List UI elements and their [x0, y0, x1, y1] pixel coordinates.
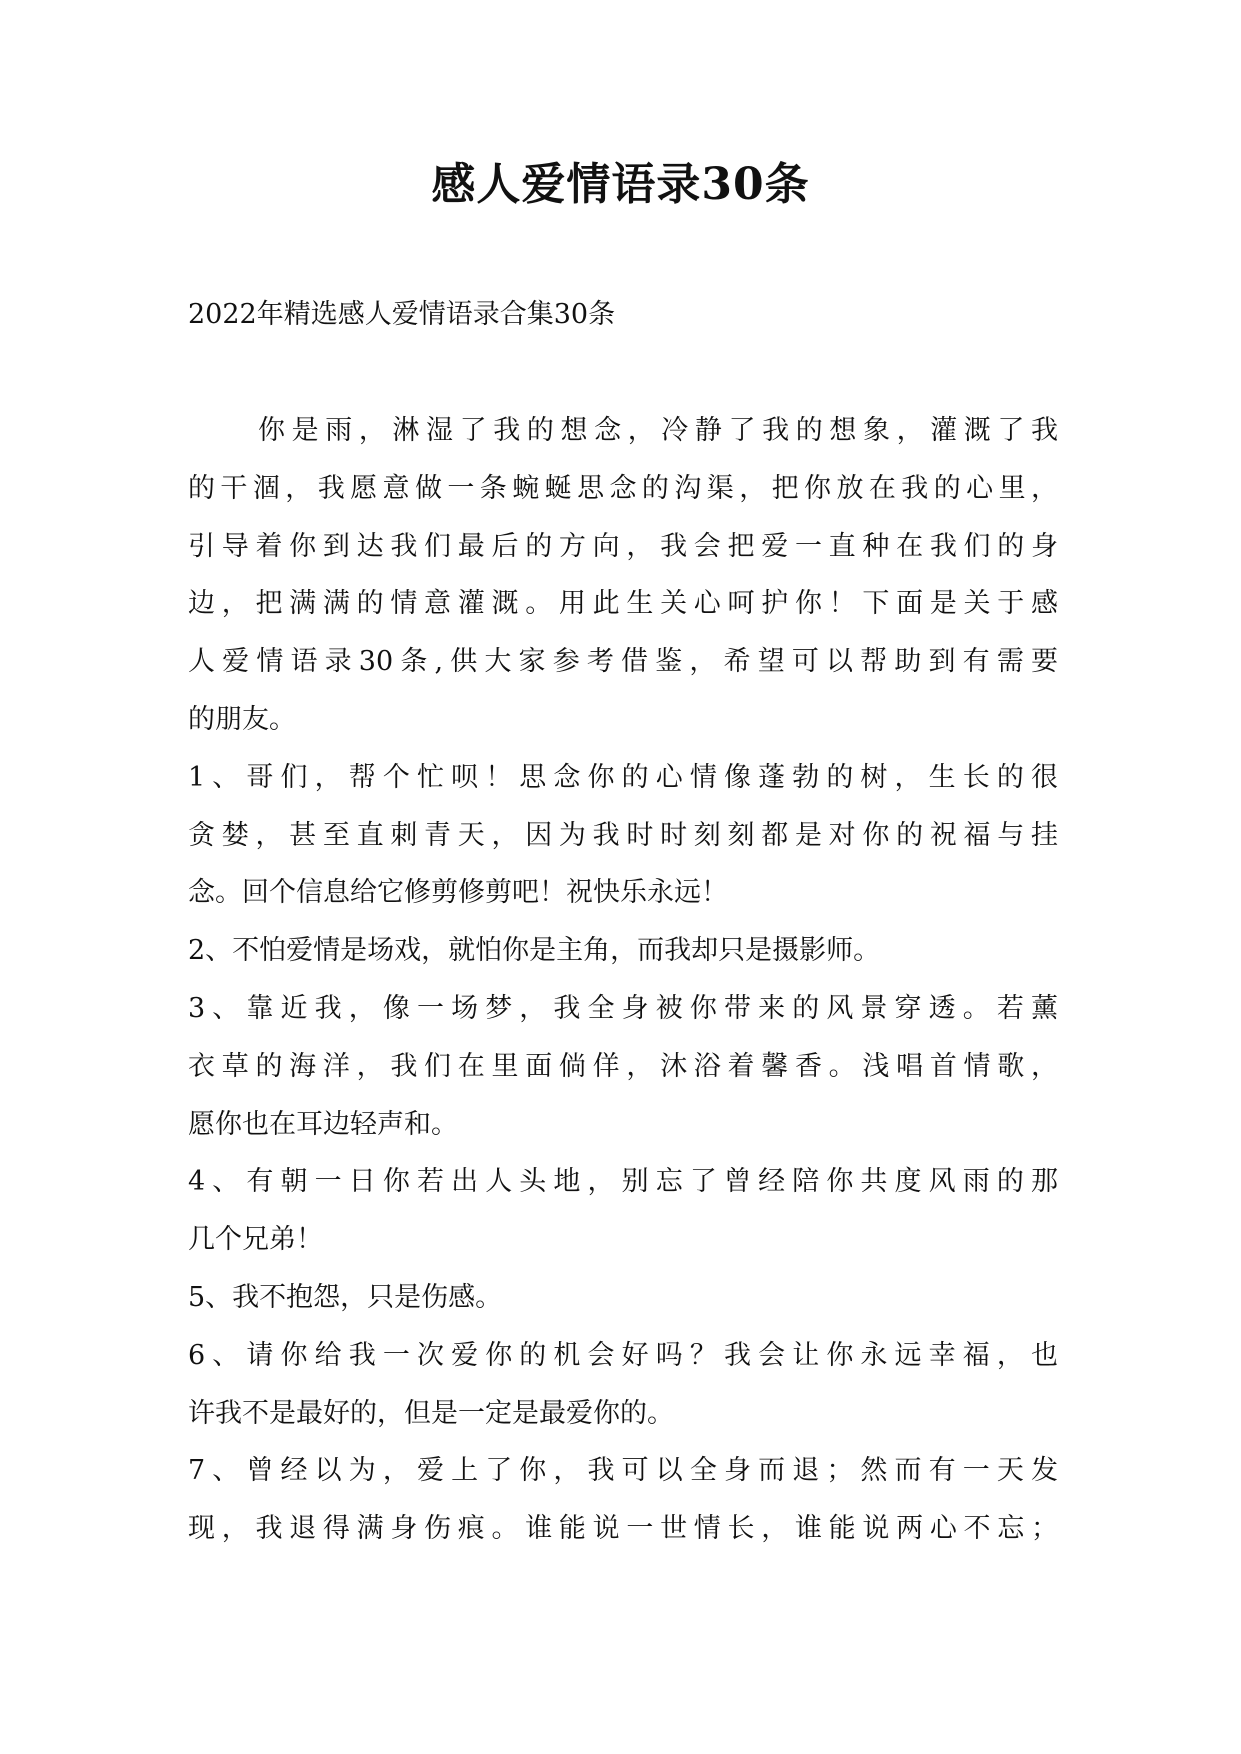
- body-text: [188, 402, 1058, 1558]
- text-line: 6、请你给我一次爱你的机会好吗？我会让你永远幸福，也: [188, 1339, 1058, 1371]
- text-line: 的朋友。: [188, 703, 296, 735]
- text-line: 你是雨，淋湿了我的想念，冷静了我的想象，灌溉了我: [258, 415, 1058, 446]
- text-line: 3、靠近我，像一场梦，我全身被你带来的风景穿透。若薰: [188, 992, 1058, 1024]
- text-line: 5、我不抱怨，只是伤感。: [188, 1281, 503, 1313]
- text-line: 4、有朝一日你若出人头地，别忘了曾经陪你共度风雨的那: [188, 1166, 1058, 1198]
- text-line: 念。回个信息给它修剪修剪吧！祝快乐永远！: [188, 877, 728, 909]
- text-line: 的干涸，我愿意做一条蜿蜒思念的沟渠，把你放在我的心里，: [188, 472, 1058, 504]
- text-line: 引导着你到达我们最后的方向，我会把爱一直种在我们的身: [188, 530, 1058, 562]
- page-title: 感人爱情语录30条: [431, 159, 810, 210]
- text-line: 衣草的海洋，我们在里面倘佯，沐浴着馨香。浅唱首情歌，: [188, 1050, 1058, 1082]
- text-line: 边，把满满的情意灌溉。用此生关心呵护你！下面是关于感: [188, 588, 1058, 620]
- text-line: 几个兄弟！: [188, 1224, 323, 1256]
- text-line: 7、曾经以为，爱上了你，我可以全身而退；然而有一天发: [188, 1455, 1058, 1487]
- text-line: 贪婪，甚至直刺青天，因为我时时刻刻都是对你的祝福与挂: [188, 819, 1058, 851]
- text-line: 现，我退得满身伤痕。谁能说一世情长，谁能说两心不忘；: [188, 1513, 1058, 1545]
- text-line: 愿你也在耳边轻声和。: [188, 1108, 458, 1140]
- text-line: 1、哥们，帮个忙呗！思念你的心情像蓬勃的树，生长的很: [188, 761, 1058, 793]
- text-line: 许我不是最好的，但是一定是最爱你的。: [188, 1397, 674, 1429]
- text-line: 人爱情语录30条,供大家参考借鉴，希望可以帮助到有需要: [188, 646, 1058, 678]
- text-line: 2、不怕爱情是场戏，就怕你是主角，而我却只是摄影师。: [188, 935, 881, 967]
- document-subtitle: 2022年精选感人爱情语录合集30条: [188, 299, 616, 330]
